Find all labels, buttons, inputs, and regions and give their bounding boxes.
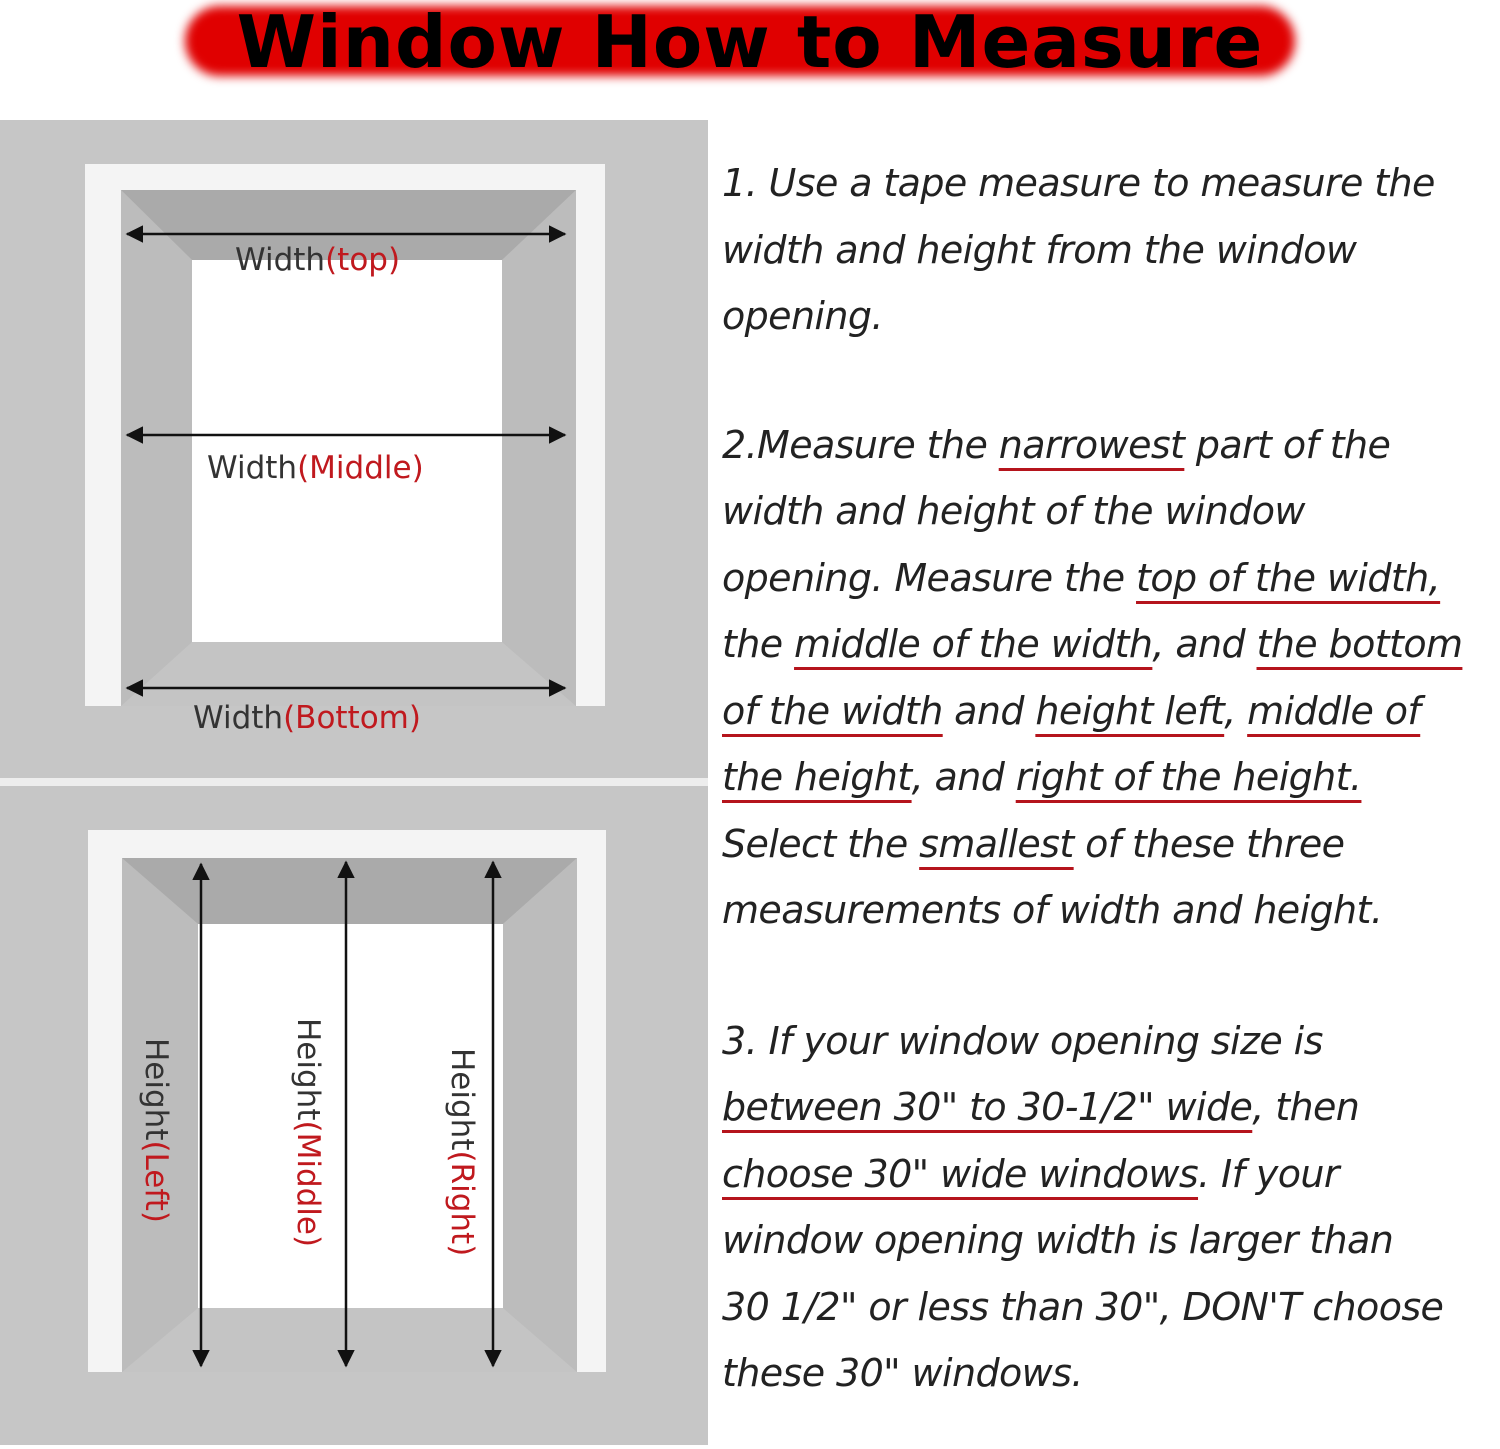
height-diagram-panel (0, 786, 708, 1445)
text-line: 1. Use a tape measure to measure the (722, 161, 1435, 205)
width-bottom-label: Width(Bottom) (193, 700, 421, 736)
text-line: between 30" to 30-1/2" wide, then (722, 1085, 1360, 1129)
step-2 (722, 412, 1500, 944)
instructions (722, 150, 1500, 1407)
text-line: 30 1/2" or less than 30", DON'T choose (722, 1284, 1444, 1329)
bottom-bevel (122, 1308, 577, 1372)
right-bevel (502, 190, 576, 706)
text-line: window opening width is larger than (722, 1218, 1394, 1262)
text-line: the height, and right of the height. (722, 755, 1362, 799)
width-middle-label: Width(Middle) (207, 450, 424, 486)
text-line: Select the smallest of these three (722, 821, 1345, 866)
step-1 (722, 150, 1500, 350)
text-line: opening. Measure the top of the width, (722, 555, 1441, 600)
text-line: 3. If your window opening size is (722, 1018, 1323, 1063)
text-line: choose 30" wide windows. If your (722, 1151, 1339, 1196)
height-right-label: Height(Right) (444, 1048, 480, 1257)
text-line: 2.Measure the narrowest part of the (722, 422, 1391, 467)
page-title: Window How to Measure (236, 0, 1264, 84)
height-left-label: Height(Left) (138, 1038, 174, 1223)
top-bevel (122, 858, 577, 924)
text-line: of the width and height left, middle of (722, 688, 1421, 733)
width-diagram-panel (0, 120, 708, 778)
text-line: opening. (722, 294, 883, 338)
step-3 (722, 1008, 1500, 1407)
text-line: the middle of the width, and the bottom (722, 622, 1463, 666)
right-bevel (503, 858, 577, 1372)
text-line: these 30" windows. (722, 1351, 1083, 1395)
height-middle-label: Height(Middle) (290, 1018, 326, 1248)
title-banner (0, 0, 1500, 100)
text-line: width and height of the window (722, 489, 1305, 533)
text-line: measurements of width and height. (722, 888, 1383, 932)
left-bevel (121, 190, 192, 706)
bottom-bevel (121, 642, 576, 706)
width-top-label: Width(top) (235, 242, 401, 278)
width-diagram (0, 120, 708, 778)
text-line: width and height from the window (722, 227, 1357, 272)
panel-divider (0, 778, 708, 786)
height-diagram (0, 786, 708, 1445)
